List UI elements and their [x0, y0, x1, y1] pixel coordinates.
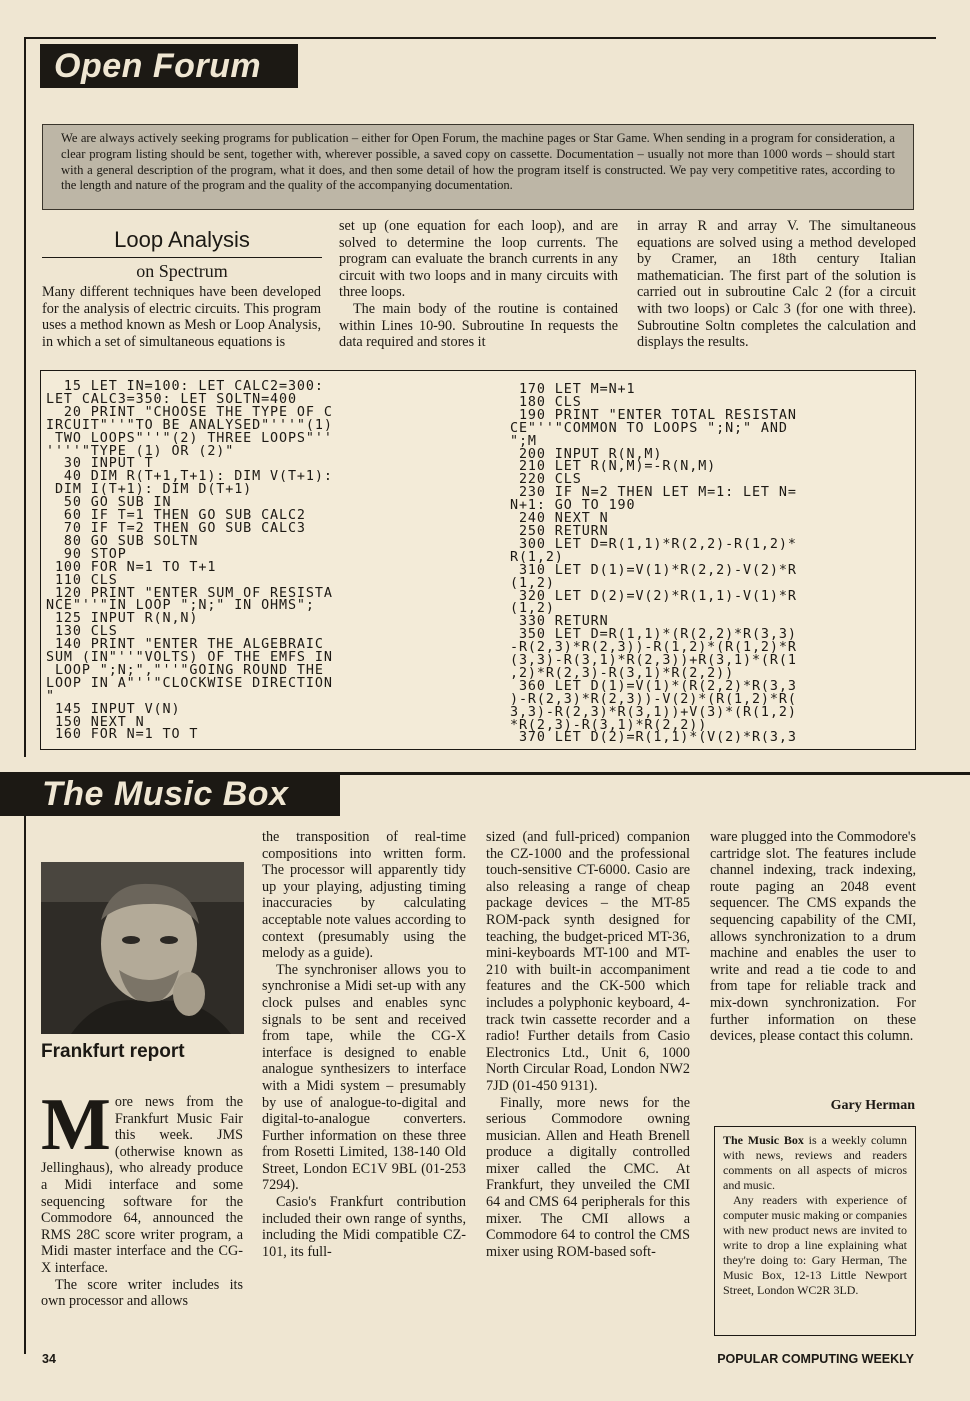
music-box-col-4: [710, 829, 916, 1045]
left-margin-rule: [24, 37, 26, 757]
paragraph: The score writer includes its own processor and allows: [41, 1276, 243, 1310]
paragraph: The main body of the routine is contained within Lines 10-90. Subroutine In requests the data required and stores it: [339, 300, 618, 351]
paragraph: The synchroniser allows you to synchronise a Midi set-up with any clock pulses and enables sync signals to be sent and received from tape, while the CG-X interface is designed to enable analogue synthesizers to interface with a Midi system – presumably by use of analogue-to-digital and digital-to-analogue converters. Further information on these three from Rosetti Limited, 138-140 Old Street, London EC1V 9BL (01-253 7294).: [262, 961, 466, 1194]
photo-caption: Frankfurt report: [41, 1041, 185, 1062]
music-box-banner: The Music Box: [0, 772, 340, 816]
program-listing-left: 15 LET IN=100: LET CALC2=300: LET CALC3=350: LET SOLTN=400 20 PRINT "CHOOSE THE TYPE OF C IRCUIT"''"TO BE ANALYSED"'''"(1) TWO LOOPS"''"(2) THREE LOOPS"'' ''''"TYPE (1) OR (2)" 30 INPUT T 40 DIM R(T+1,T+1): DIM V(T+1): DIM I(T+1): DIM D(T+1) 50 GO SUB IN 60 IF T=1 THEN GO SUB CALC2 70 IF T=2 THEN GO SUB CALC3 80 GO SUB SOLTN 90 STOP 100 FOR N=1 TO T+1 110 CLS 120 PRINT "ENTER SUM OF RESISTA NCE"''"IN LOOP ";N;" IN OHMS"; 125 INPUT R(N,N) 130 CLS 140 PRINT "ENTER THE ALGEBRAIC SUM (IN"''"VOLTS) OF THE EMFS IN LOOP ";N;","''"GOING ROUND THE LOOP IN A"''"CLOCKWISE DIRECTION " 145 INPUT V(N) 150 NEXT N 160 FOR N=1 TO T: [46, 379, 333, 743]
paragraph: ware plugged into the Commodore's cartridge slot. The features include channel indexing, track indexing, route paging an 2048 event sequencer. The CMS expands the sequencing capability of the CMI, allows synchronization to a drum machine and enables the user to write and read a tie code to and from tape for reliable track and mix-down synchronization. For further information on these devices, please contact this column.: [710, 829, 916, 1045]
byline: Gary Herman: [830, 1098, 915, 1113]
title-underline: [42, 257, 322, 258]
footer-rule: [24, 1344, 26, 1354]
article-title: Loop Analysis: [114, 227, 250, 252]
paragraph-text: ore news from the Frankfurt Music Fair this week. JMS (otherwise known as Jellinghaus), who already produce a Midi interface and some sequencing software for the Commodore 64, announced the RMS 28C score writer program, a Midi master interface and the CG-X interface.: [41, 1094, 243, 1276]
photo-portrait: [41, 862, 244, 1034]
loop-analysis-col-3: [637, 218, 916, 351]
paragraph: Any readers with experience of computer music making or companies with new product news are invited to write to drop a line explaining what they're doing to: Gary Herman, The Music Box, 12-13 Little Newport Street, London WC2R 3LD.: [723, 1193, 907, 1297]
drop-cap: M: [41, 1084, 111, 1166]
loop-analysis-col-1: [42, 284, 321, 350]
portrait-image: [41, 862, 244, 1034]
paragraph: in array R and array V. The simultaneous equations are solved using a method developed by Cramer, an 18th century Italian mathematician. The first part of the solution is carried out in subroutine Calc 2 (for a circuit with two loops) or Calc 3 (for one with three). Subroutine Soltn completes the calculation and displays the results.: [637, 218, 916, 351]
paragraph-text: is a weekly column with news, reviews and readers comments on all aspects of micros and music.: [723, 1133, 907, 1192]
program-listing-right: 170 LET M=N+1 180 CLS 190 PRINT "ENTER TOTAL RESISTAN CE"''"COMMON TO LOOPS ";N;" AND ";M 200 INPUT R(N,M) 210 LET R(N,M)=-R(N,M) 220 CLS 230 IF N=2 THEN LET M=1: LET N= N+1: GO TO 190 240 NEXT N 250 RETURN 300 LET D=R(1,1)*R(2,2)-R(1,2)* R(1,2) 310 LET D(1)=V(1)*R(2,2)-V(2)*R (1,2) 320 LET D(2)=V(2)*R(1,1)-V(1)*R (1,2) 330 RETURN 350 LET D=R(1,1)*(R(2,2)*R(3,3) -R(2,3)*R(2,3))-R(1,2)*(R(1,2)*R (3,3)-R(3,1)*R(2,3))+R(3,1)*(R(1 ,2)*R(2,3)-R(3,1)*R(2,2)) 360 LET D(1)=V(1)*(R(2,2)*R(3,3 )-R(2,3)*R(2,3))-V(2)*(R(1,2)*R( 3,3)-R(2,3)*R(3,1))+V(3)*(R(1,2) *R(2,3)-R(3,1)*R(2,2)) 370 LET D(2)=R(1,1)*(V(2)*R(3,3: [510, 382, 797, 746]
music-box-col-3: [486, 829, 690, 1260]
open-forum-banner: Open Forum: [40, 44, 298, 88]
column-name: The Music Box: [723, 1133, 804, 1147]
top-rule: [24, 37, 936, 39]
magazine-name: POPULAR COMPUTING WEEKLY: [717, 1352, 914, 1366]
submission-notice: We are always actively seeking programs for publication – either for Open Forum, the machine pages or Star Game. When sending in a program for consideration, a clear program listing should be sent, together with, wherever possible, a saved copy on cassette. Documentation – usually not more than 1000 words – should start with a general description of the program, what it does, and then some detail of how the program itself is constructed. We pay very competitive rates, according to the length and nature of the program and the quality of the accompanying documentation.: [42, 124, 914, 210]
paragraph: set up (one equation for each loop), and are solved to determine the loop currents. The program can evaluate the branch currents in any circuit with two loops and in many circuits with three loops.: [339, 218, 618, 301]
paragraph: sized (and full-priced) companion the CZ-1000 and the professional touch-sensitive CT-6000. Casio are also releasing a range of cheap package devices – the MT-85 ROM-pack synth designed for teaching, the budget-priced MT-36, mini-keyboards MT-100 and MT-210 with built-in accompaniment features and the CK-500 which includes a polyphonic keyboard, 4-track twin cassette recorder and a radio! Further details from Casio Electronics Ltd., Unit 6, 1000 North Circular Road, London NW2 7JD (01-450 9131).: [486, 829, 690, 1094]
music-box-col-2: [262, 829, 466, 1260]
paragraph: the transposition of real-time compositions into written form. The processor will apparently tidy up your playing, adjusting timing inaccuracies by calculating acceptable note values according to context (presumably using the melody as a guide).: [262, 829, 466, 962]
paragraph: [723, 1133, 907, 1193]
paragraph: Many different techniques have been developed for the analysis of electric circuits. This program uses a method known as Mesh or Loop Analysis, in which a set of simultaneous equations is: [42, 284, 321, 350]
page-number: 34: [42, 1352, 56, 1366]
loop-analysis-col-2: [339, 218, 618, 351]
paragraph: Casio's Frankfurt contribution included their own range of synths, including the Midi compatible CZ-101, its full-: [262, 1194, 466, 1260]
music-box-left-rule: [24, 772, 26, 1352]
paragraph: [41, 1084, 243, 1277]
column-info-box: [714, 1126, 916, 1336]
paragraph: Finally, more news for the serious Commodore owning musician. Allen and Heath Brenell produce a digitally controlled mixer called the CMC. At Frankfurt, they unveiled the CMI 64 and CMS 64 peripherals for this mixer. The CMI allows a Commodore 64 to control the CMS mixer using ROM-based soft-: [486, 1094, 690, 1260]
music-box-col-1: [41, 1084, 243, 1310]
article-subtitle: on Spectrum: [136, 261, 228, 281]
